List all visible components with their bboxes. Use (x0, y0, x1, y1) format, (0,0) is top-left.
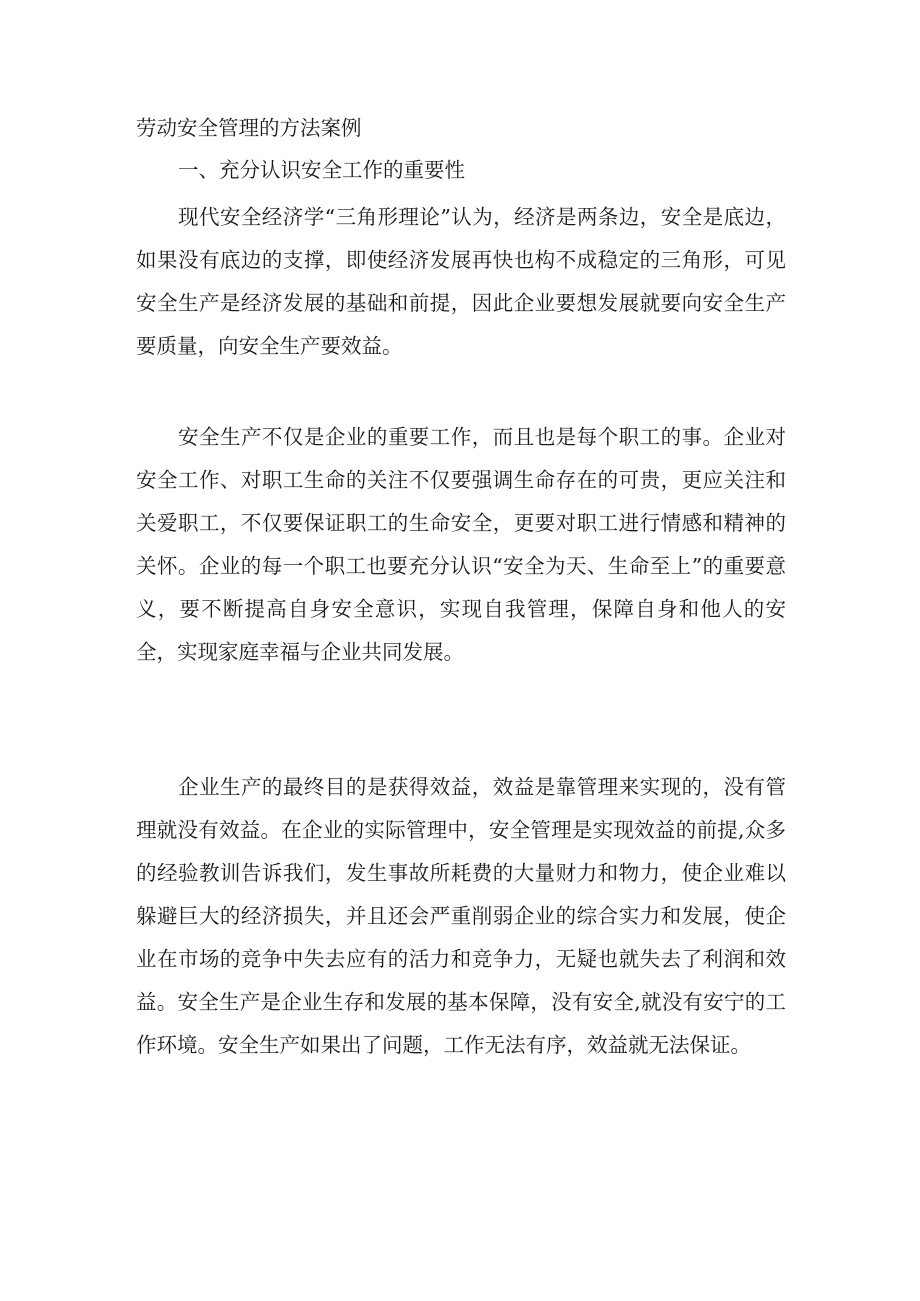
paragraph-2: 安全生产不仅是企业的重要工作，而且也是每个职工的事。企业对安全工作、对职工生命的关注不仅要强调生命存在的可贵，更应关注和关爱职工，不仅要保证职工的生命安全，更要对职工进行情感和精神的关怀。企业的每一个职工也要充分认识“安全为天、生命至上”的重要意义，要不断提高自身安全意识，实现自我管理，保障自身和他人的安全，实现家庭幸福与企业共同发展。 (136, 425, 786, 664)
paragraph-3: 企业生产的最终目的是获得效益，效益是靠管理来实现的，没有管理就没有效益。在企业的实际管理中，安全管理是实现效益的前提,众多的经验教训告诉我们，发生事故所耗费的大量财力和物力，使企业难以躲避巨大的经济损失，并且还会严重削弱企业的综合实力和发展，使企业在市场的竞争中失去应有的活力和竞争力，无疑也就失去了利润和效益。安全生产是企业生存和发展的基本保障，没有安全,就没有安宁的工作环境。安全生产如果出了问题，工作无法有序，效益就无法保证。 (136, 775, 786, 1057)
section-heading: 一、充分认识安全工作的重要性 (178, 158, 465, 182)
paragraph-1: 现代安全经济学“三角形理论”认为，经济是两条边，安全是底边，如果没有底边的支撑，即使经济发展再快也构不成稳定的三角形，可见安全生产是经济发展的基础和前提，因此企业要想发展就要向安全生产要质量，向安全生产要效益。 (136, 205, 786, 358)
document-title: 劳动安全管理的方法案例 (136, 116, 362, 140)
